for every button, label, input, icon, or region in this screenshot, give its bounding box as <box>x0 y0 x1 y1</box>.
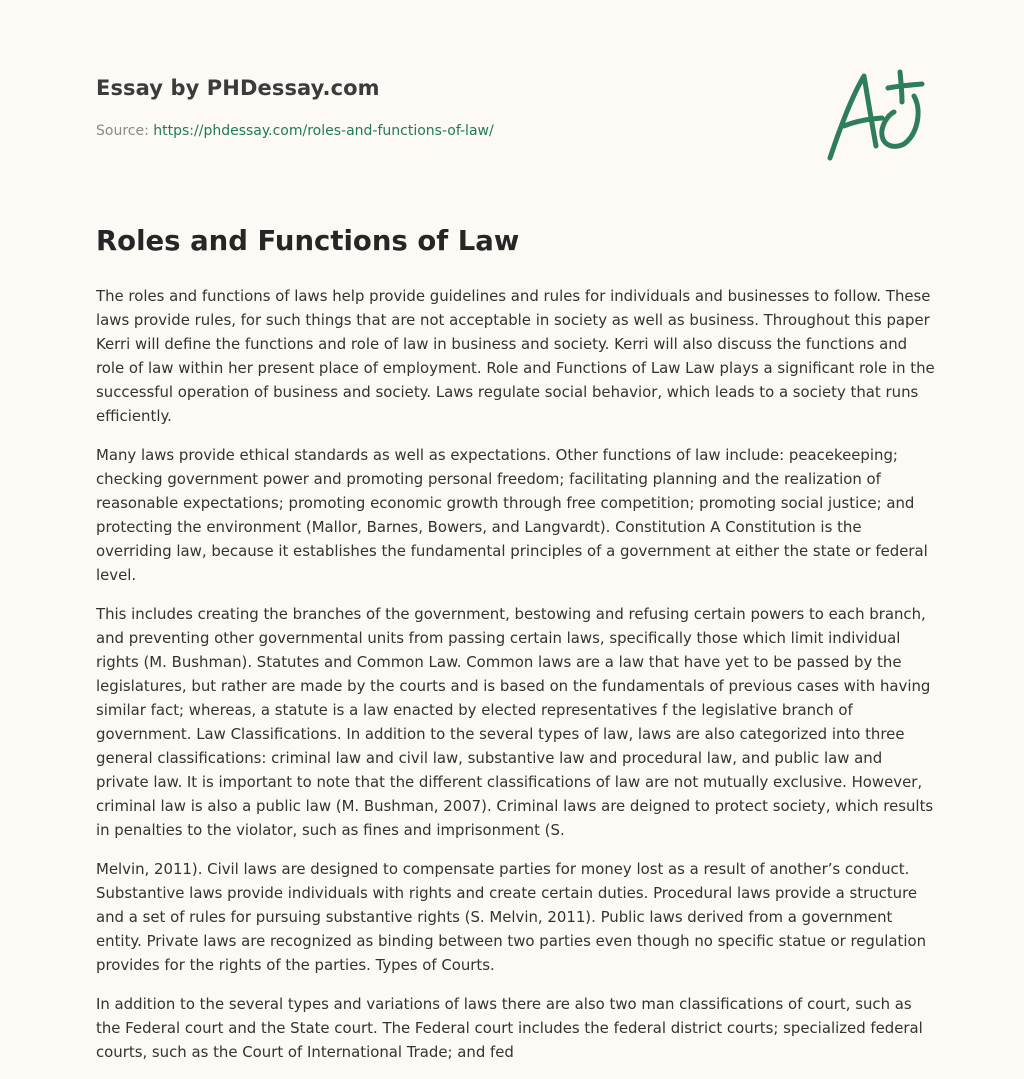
source-link[interactable]: https://phdessay.com/roles-and-functions-of-law/ <box>153 123 494 139</box>
essay-title: Roles and Functions of Law <box>96 225 520 257</box>
paragraph-3: This includes creating the branches of the government, bestowing and refusing certain powers to each branch, and preventing other governmental units from passing certain laws, specifically those which limit individual rights (M. Bushman). Statutes and Common Law. Common laws are a law that have yet to be passed by the legislatures, but rather are made by the courts and is based on the fundamentals of previous cases with having similar fact; whereas, a statute is a law enacted by elected representatives f the legislative branch of government. Law Classifications. In addition to the several types of law, laws are also categorized into three general classifications: criminal law and civil law, substantive law and procedural law, and public law and private law. It is important to note that the different classifications of law are not mutually exclusive. However, criminal law is also a public law (M. Bushman, 2007). Criminal laws are deigned to protect society, which results in penalties to the violator, such as fines and imprisonment (S. <box>96 605 934 839</box>
paragraph-2: Many laws provide ethical standards as well as expectations. Other functions of law include: peacekeeping; checking government power and promoting personal freedom; facilitating planning and the realization of reasonable expectations; promoting economic growth through free competition; promoting social justice; and protecting the environment (Mallor, Barnes, Bowers, and Langvardt). Constitution A Constitution is the overriding law, because it establishes the fundamental principles of a government at either the state or federal level. <box>96 446 928 584</box>
paragraph-4: Melvin, 2011). Civil laws are designed to compensate parties for money lost as a result of another’s conduct. Substantive laws provide individuals with rights and create certain duties. Procedural laws provide a structure and a set of rules for pursuing substantive rights (S. Melvin, 2011). Public laws derived from a government entity. Private laws are recognized as binding between two parties even though no specific statue or regulation provides for the rights of the parties. Types of Courts. <box>96 860 927 974</box>
site-title: Essay by PHDessay.com <box>96 76 380 100</box>
paragraph-1: The roles and functions of laws help provide guidelines and rules for individuals and businesses to follow. These laws provide rules, for such things that are not acceptable in society as well as business. Throughout this paper Kerri will define the functions and role of law in business and society. Kerri will also discuss the functions and role of law within her present place of employment. Role and Functions of Law Law plays a significant role in the successful operation of business and society. Laws regulate social behavior, which leads to a society that runs efficiently. <box>96 287 935 425</box>
source-label: Source: <box>96 123 149 139</box>
a-plus-grade-icon <box>822 66 930 166</box>
essay-body <box>96 284 936 1079</box>
paragraph-5: In addition to the several types and variations of laws there are also two man classifications of court, such as the Federal court and the State court. The Federal court includes the federal district courts; specialized federal courts, such as the Court of International Trade; and fed <box>96 995 923 1061</box>
source-line <box>96 123 494 139</box>
